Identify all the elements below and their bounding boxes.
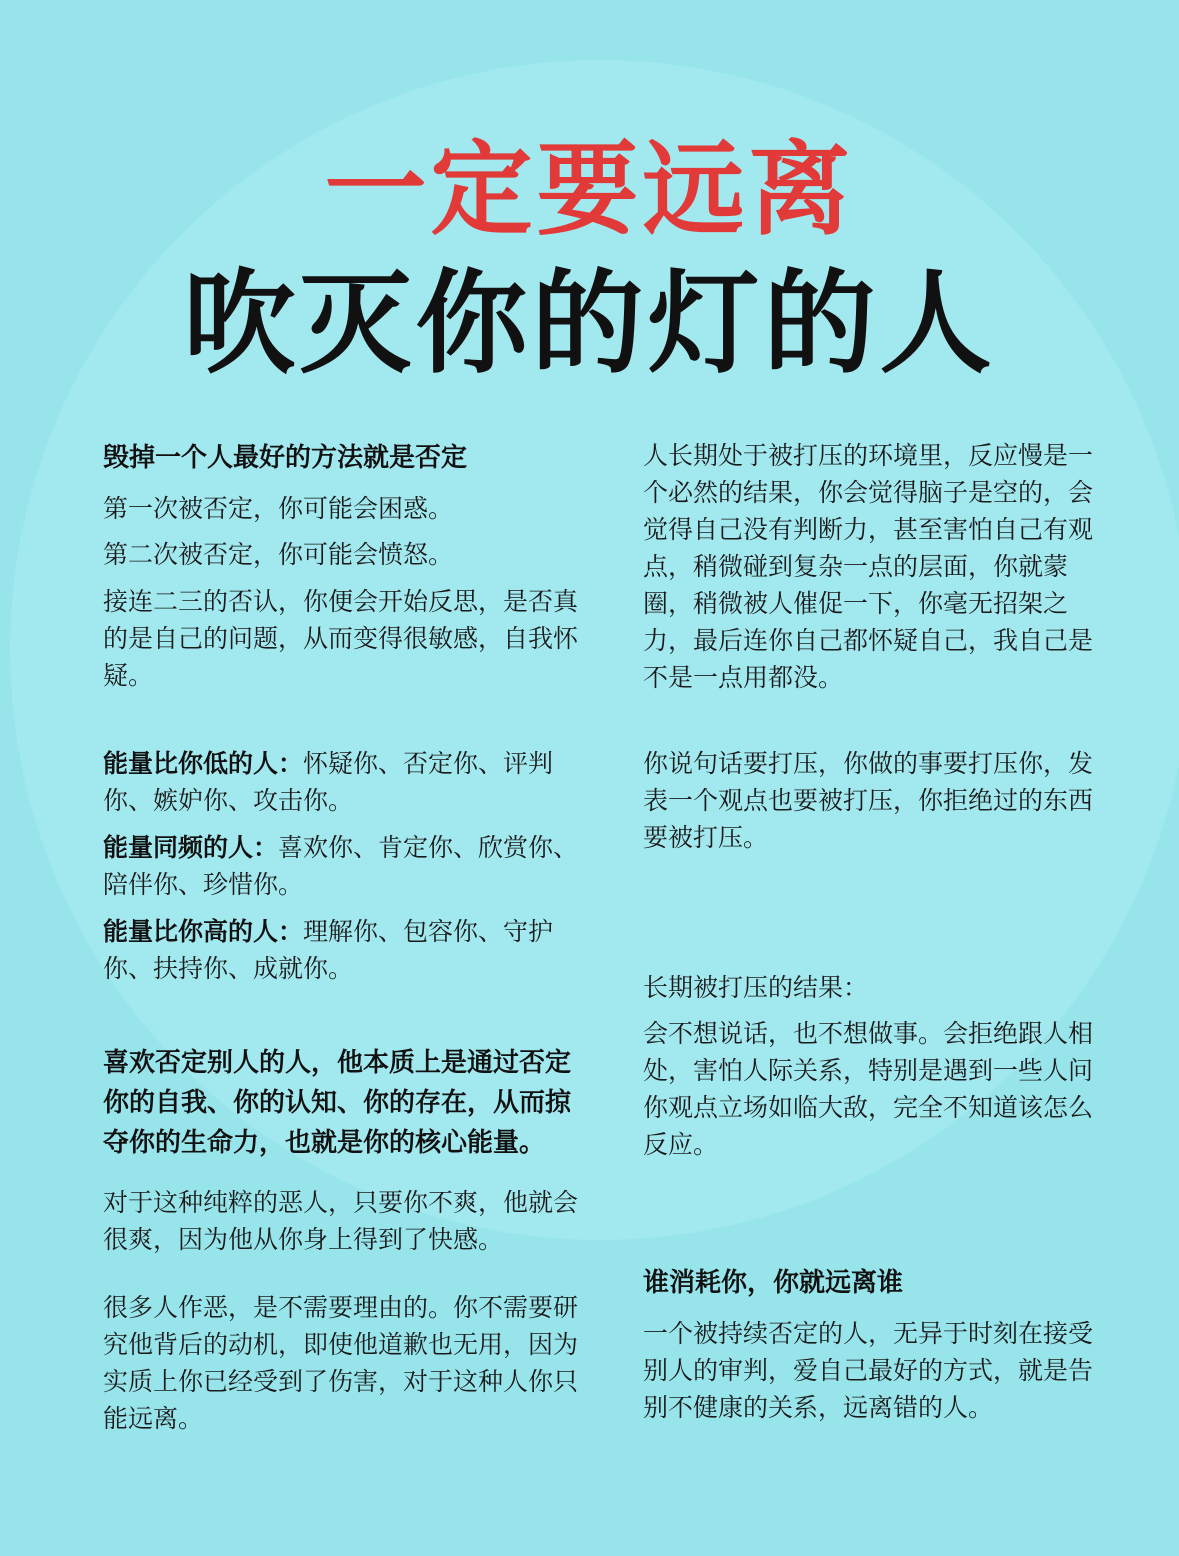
right-paragraph-1: 人长期处于被打压的环境里，反应慢是一个必然的结果，你会觉得脑子是空的，会觉得自己没有判断力，甚至害怕自己有观点，稍微碰到复杂一点的层面，你就蒙圈，稍微被人催促一下，你毫无招架之力，最后连你自己都怀疑自己，我自己是不是一点用都没。 — [643, 441, 1094, 692]
energy-same-item — [103, 829, 593, 903]
energy-same-label: 能量同频的人： — [103, 833, 279, 862]
left-paragraph-5: 很多人作恶，是不需要理由的。你不需要研究他背后的动机，即使他道歉也无用，因为实质上你已经受到了伤害，对于这种人你只能远离。 — [103, 1293, 579, 1433]
title-line-2: 吹灭你的灯的人 — [183, 259, 996, 389]
energy-high-item — [103, 913, 593, 987]
right-paragraph-2: 你说句话要打压，你做的事要打压你，发表一个观点也要被打压，你拒绝过的东西要被打压。 — [643, 749, 1094, 852]
right-paragraph-4: 一个被持续否定的人，无异于时刻在接受别人的审判，爱自己最好的方式，就是告别不健康的关系，远离错的人。 — [643, 1319, 1094, 1422]
left-heading: 毁掉一个人最好的方法就是否定 — [103, 443, 468, 473]
energy-low-item — [103, 745, 593, 819]
left-paragraph-1: 第一次被否定，你可能会困惑。 — [103, 494, 454, 523]
left-bold-paragraph: 喜欢否定别人的人，他本质上是通过否定你的自我、你的认知、你的存在，从而掠夺你的生命力，也就是你的核心能量。 — [103, 1048, 572, 1158]
energy-high-text: 理解你、包容你、守护你、扶持你、成就你。 — [103, 917, 554, 983]
energy-low-text: 怀疑你、否定你、评判你、嫉妒你、攻击你。 — [103, 749, 554, 815]
right-paragraph-3: 会不想说话，也不想做事。会拒绝跟人相处，害怕人际关系，特别是遇到一些人问你观点立场如临大敌，完全不知道该怎么反应。 — [643, 1019, 1094, 1159]
left-paragraph-2: 第二次被否定，你可能会愤怒。 — [103, 540, 454, 569]
title-line-1: 一定要远离 — [324, 131, 855, 250]
energy-high-label: 能量比你高的人： — [103, 917, 304, 946]
left-paragraph-4: 对于这种纯粹的恶人，只要你不爽，他就会很爽，因为他从你身上得到了快感。 — [103, 1188, 579, 1254]
energy-low-label: 能量比你低的人： — [103, 749, 304, 778]
energy-same-text: 喜欢你、肯定你、欣赏你、陪伴你、珍惜你。 — [103, 833, 579, 899]
right-heading: 谁消耗你，你就远离谁 — [643, 1268, 904, 1298]
right-paragraph-3-label: 长期被打压的结果： — [643, 973, 869, 1002]
left-paragraph-3: 接连二三的否认，你便会开始反思，是否真的是自己的问题，从而变得很敏感，自我怀疑。 — [103, 587, 579, 690]
